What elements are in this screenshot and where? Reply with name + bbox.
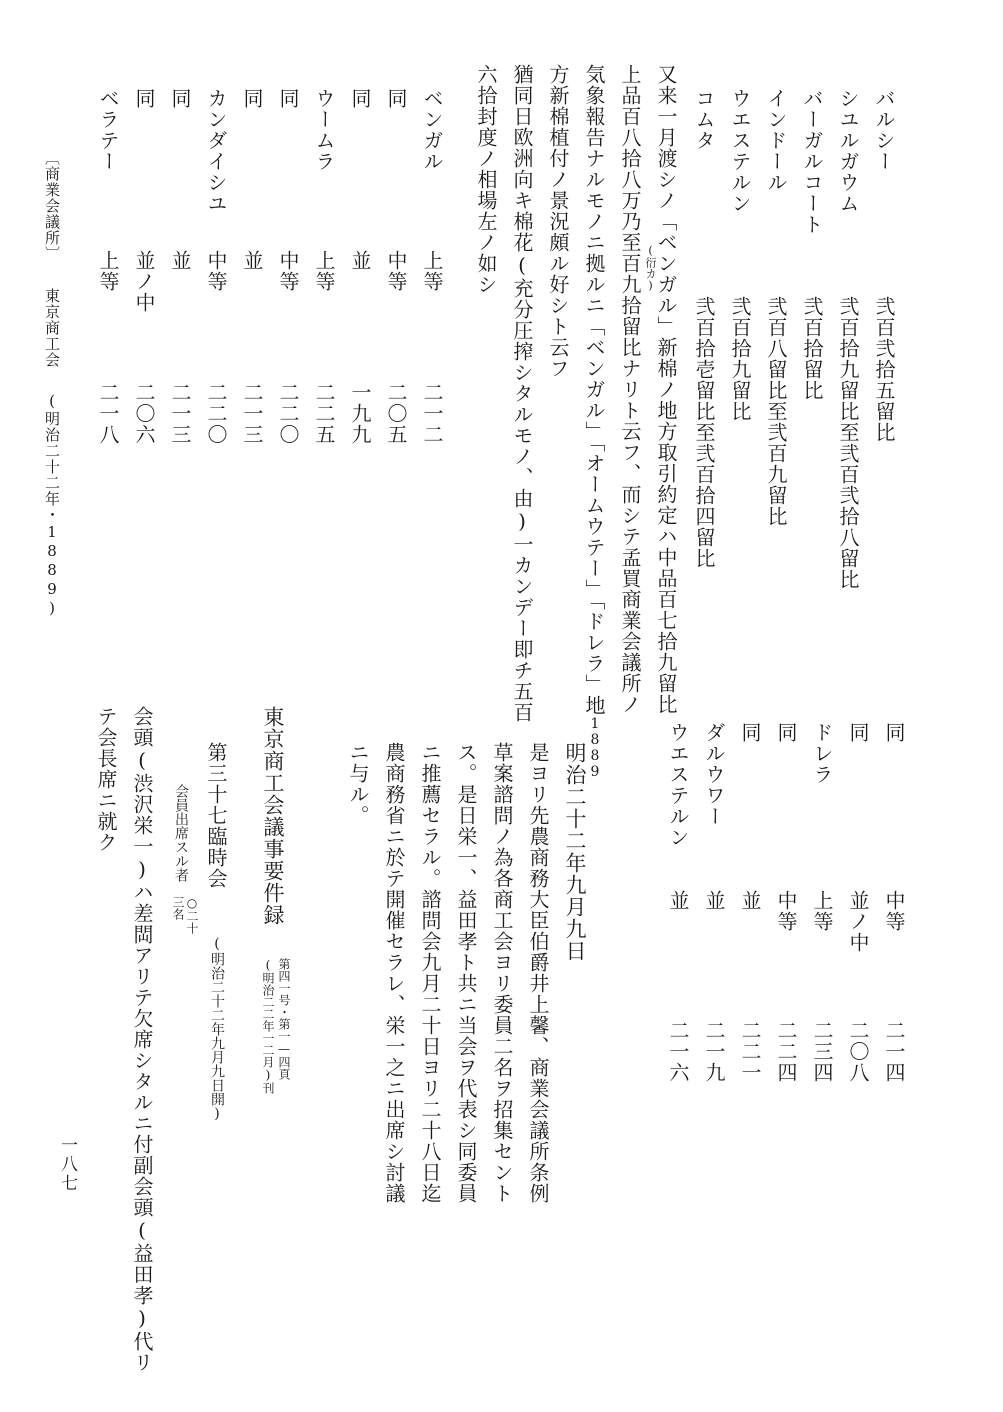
table-a-price: 弐百弐拾五留比 (872, 296, 896, 443)
table-a-name: インドール (764, 88, 788, 193)
page-number: 一八七 (57, 1136, 77, 1193)
table-b-name: 同 (240, 88, 264, 109)
table-b-grade: 中等 (384, 250, 408, 292)
table-a-name: バルシー (872, 88, 896, 172)
table-a-name: バーガルコート (800, 88, 824, 235)
table-b-name: 同 (132, 88, 156, 109)
running-header-date: (明治二十二年・1889) (43, 392, 61, 618)
bottom-table-price: 二二一 (738, 1020, 762, 1083)
source-issue: 第四一号・第一—四頁 (277, 958, 291, 1080)
table-a-price: 弐百拾九留比 (728, 296, 752, 422)
bottom-table-price: 二〇八 (846, 1020, 870, 1083)
table-b-name: 同 (276, 88, 300, 109)
entry-line: ニ与ル。 (346, 742, 370, 826)
bottom-table-name: ダルウワー (702, 722, 726, 827)
table-a-name: シユルガウム (836, 88, 860, 214)
bottom-table-grade: 中等 (882, 890, 906, 932)
attendance-count: 三名 (171, 896, 185, 920)
entry-line: ニ推薦セラル。諮問会九月二十日ヨリ二十八日迄 (418, 742, 442, 1204)
bottom-table-price: 二二四 (774, 1020, 798, 1083)
source-text-line: 会頭(渋沢栄一)ハ差閊アリテ欠席シタルニ付副会頭(益田孝)代リ (130, 706, 154, 1373)
table-b-grade: 中等 (204, 250, 228, 292)
table-b-price: 二一二 (420, 382, 444, 445)
bottom-table-name: 同 (882, 722, 906, 743)
table-b-price: 二〇六 (132, 382, 156, 445)
table-b-name: ベンガル (420, 88, 444, 172)
table-b-price: 二〇五 (384, 382, 408, 445)
running-header-source: 東京商工会 (43, 288, 61, 368)
table-b-price: 一九九 (348, 382, 372, 445)
table-b-name: 同 (384, 88, 408, 109)
table-b-price: 二二五 (312, 382, 336, 445)
bottom-table-price: 二一六 (666, 1020, 690, 1083)
table-b-grade: 並ノ中 (132, 250, 156, 313)
bottom-table-grade: 中等 (774, 890, 798, 932)
table-b-grade: 中等 (276, 250, 300, 292)
source-issue-date: (明治二二年一二月)刊 (261, 958, 275, 1094)
ruby-annotation: (衍カ) (644, 244, 657, 292)
text-line: 上品百八拾八万乃至百九拾留比ナリト云フ、而シテ孟買商業会議所ノ (618, 64, 642, 715)
table-b-price: 二一八 (96, 382, 120, 445)
bottom-table-name: ドレラ (810, 722, 834, 785)
text-line: 又来一月渡シノ「ベンガル」新棉ノ地方取引約定ハ中品百七拾九留比 (654, 64, 678, 715)
table-b-name: 同 (348, 88, 372, 109)
bottom-table-grade: 並 (702, 890, 726, 911)
meeting-title: 第三十七臨時会 (204, 742, 228, 889)
table-b-price: 二二〇 (276, 382, 300, 445)
table-b-grade: 上等 (312, 250, 336, 292)
table-b-name: カンダイシユ (204, 88, 228, 214)
table-b-price: 二一三 (240, 382, 264, 445)
bottom-table-grade: 並 (666, 890, 690, 911)
entry-line: ス。是日栄一、益田孝ト共ニ当会ヲ代表シ同委員 (454, 742, 478, 1204)
bottom-table-grade: 並ノ中 (846, 890, 870, 953)
meeting-date: (明治二十二年九月九日開) (209, 936, 225, 1122)
table-b-grade: 並 (348, 250, 372, 271)
table-b-price: 二二〇 (204, 382, 228, 445)
entry-line: 農商務省ニ於テ開催セラレ、栄一之ニ出席シ討議 (382, 742, 406, 1204)
table-a-name: コムタ (692, 88, 716, 151)
entry-date: 明治二十二年九月九日 (563, 742, 587, 962)
bottom-table-name: 同 (738, 722, 762, 743)
attendance-count: ○二十 (185, 896, 199, 934)
source-text-line: テ会長席ニ就ク (94, 706, 118, 853)
running-header-section: 〔商業会議所〕 (43, 150, 61, 262)
table-b-name: 同 (168, 88, 192, 109)
text-line: 方新棉植付ノ景況頗ル好シト云フ (546, 64, 570, 379)
attendance-label: 会員出席スル者 (173, 784, 189, 882)
entry-line: 是ヨリ先農商務大臣伯爵井上馨、商業会議所条例 (526, 742, 550, 1204)
table-a-price: 弐百拾九留比至弐百弐拾八留比 (836, 296, 860, 590)
table-b-grade: 上等 (96, 250, 120, 292)
bottom-table-name: ウエステルン (666, 722, 690, 848)
bottom-table-price: 二一九 (702, 1020, 726, 1083)
table-a-price: 弐百拾壱留比至弐百拾四留比 (692, 296, 716, 569)
year-marker: 1889 (587, 716, 603, 780)
table-a-name: ウエステルン (728, 88, 752, 214)
text-line: 気象報告ナルモノニ拠ルニ「ベンガル」「オームウテー」「ドレラ」地 (582, 64, 606, 716)
table-a-price: 弐百八留比至弐百九留比 (764, 296, 788, 527)
table-b-grade: 上等 (420, 250, 444, 292)
text-line: 猶同日欧洲向キ棉花(充分圧搾シタルモノ、由)一カンデー即チ五百 (510, 64, 534, 723)
bottom-table-name: 同 (774, 722, 798, 743)
table-a-price: 弐百拾留比 (800, 296, 824, 401)
text-line: 六拾封度ノ相場左ノ如シ (474, 64, 498, 295)
table-b-grade: 並 (168, 250, 192, 271)
table-b-grade: 並 (240, 250, 264, 271)
bottom-table-grade: 並 (738, 890, 762, 911)
source-title: 東京商工会議事要件録 (261, 706, 285, 926)
bottom-table-price: 二一四 (882, 1020, 906, 1083)
bottom-table-price: 二三四 (810, 1020, 834, 1083)
table-b-name: ウームラ (312, 88, 336, 172)
table-b-name: ベラテー (96, 88, 120, 172)
bottom-table-grade: 上等 (810, 890, 834, 932)
entry-line: 草案諮問ノ為各商工会ヨリ委員二名ヲ招集セント (490, 742, 514, 1204)
bottom-table-name: 同 (846, 722, 870, 743)
table-b-price: 二一三 (168, 382, 192, 445)
